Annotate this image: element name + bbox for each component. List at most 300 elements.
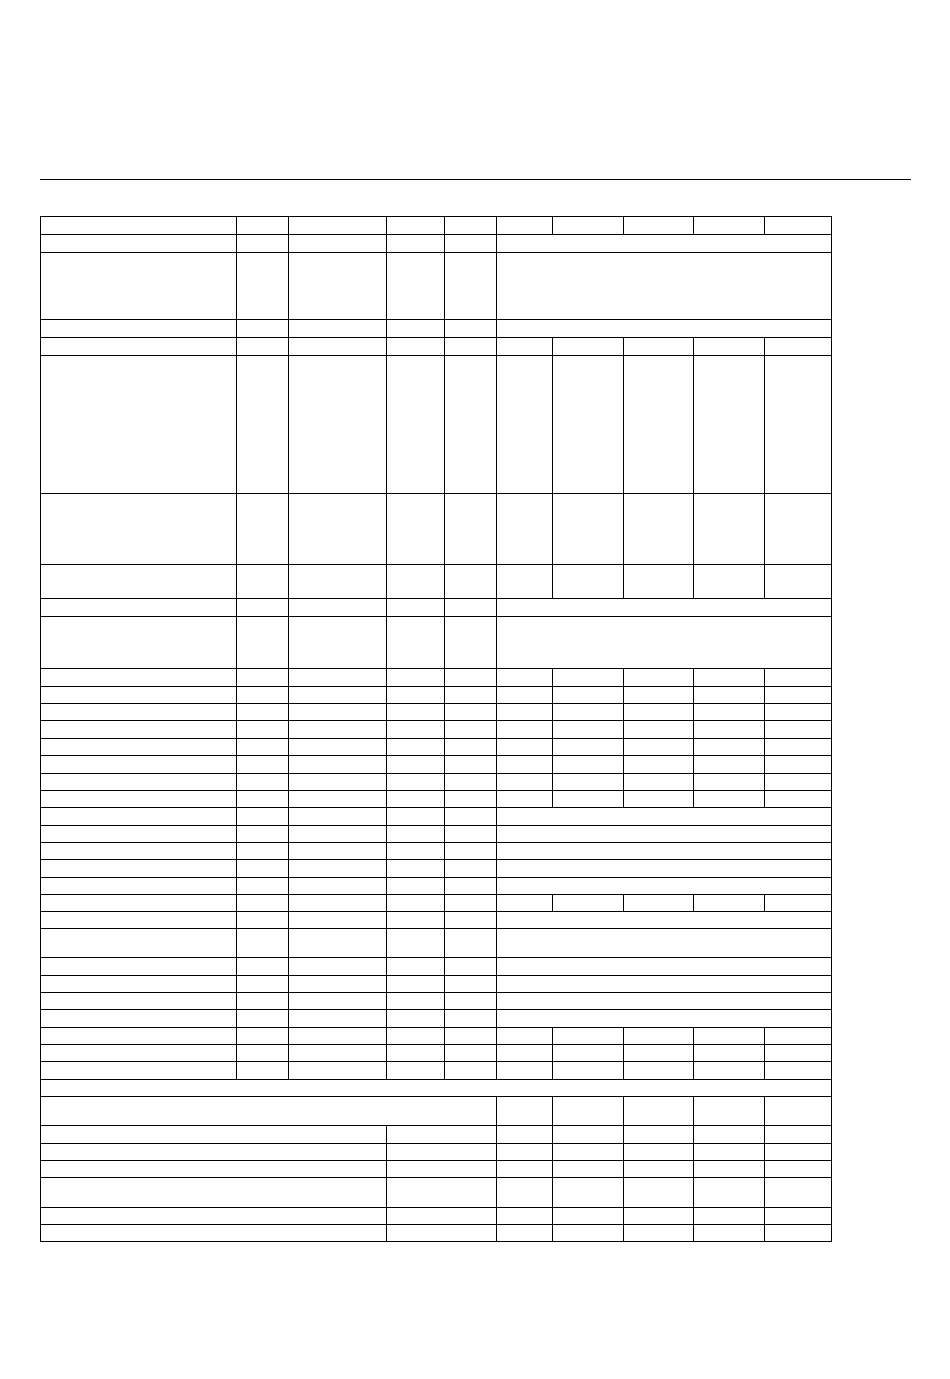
table-row	[41, 774, 832, 791]
table-cell	[624, 1045, 694, 1062]
table-cell	[624, 494, 694, 565]
table-cell	[41, 599, 237, 617]
table-cell	[624, 895, 694, 912]
table-cell	[694, 791, 765, 808]
table-cell	[237, 1028, 289, 1045]
table-cell	[289, 494, 387, 565]
table-cell	[387, 1028, 445, 1045]
table-cell	[497, 1144, 553, 1161]
table-cell	[497, 721, 553, 739]
table-cell	[41, 217, 237, 235]
table-row	[41, 669, 832, 687]
table-cell	[237, 704, 289, 721]
table-cell	[497, 1062, 553, 1080]
table-cell	[553, 687, 624, 704]
table-cell	[765, 1225, 832, 1242]
table-row	[41, 1208, 832, 1225]
table-cell	[765, 338, 832, 356]
table-cell	[41, 756, 237, 774]
table-cell	[553, 756, 624, 774]
table-cell	[497, 1225, 553, 1242]
table-cell	[765, 1097, 832, 1126]
table-cell	[41, 320, 237, 338]
table-cell	[497, 356, 553, 494]
table-cell	[289, 687, 387, 704]
table-cell	[237, 217, 289, 235]
table-row	[41, 338, 832, 356]
table-cell	[694, 669, 765, 687]
table-cell	[289, 739, 387, 756]
table-cell	[553, 1208, 624, 1225]
table-cell	[765, 739, 832, 756]
table-cell	[497, 993, 832, 1010]
table-cell	[624, 774, 694, 791]
table-cell	[289, 721, 387, 739]
table-cell	[497, 791, 553, 808]
table-cell	[237, 1062, 289, 1080]
table-cell	[445, 843, 497, 860]
table-cell	[445, 253, 497, 320]
table-cell	[445, 617, 497, 669]
table-row	[41, 958, 832, 976]
table-cell	[289, 958, 387, 976]
table-cell	[765, 1161, 832, 1178]
table-cell	[553, 1062, 624, 1080]
table-cell	[289, 843, 387, 860]
table-cell	[497, 895, 553, 912]
table-cell	[694, 1178, 765, 1208]
table-cell	[445, 976, 497, 993]
table-cell	[289, 808, 387, 826]
table-cell	[765, 774, 832, 791]
table-cell	[624, 721, 694, 739]
table-cell	[765, 1045, 832, 1062]
table-cell	[387, 1144, 497, 1161]
table-cell	[694, 687, 765, 704]
table-cell	[694, 1225, 765, 1242]
table-cell	[237, 1010, 289, 1028]
table-cell	[41, 958, 237, 976]
table-row	[41, 617, 832, 669]
table-cell	[237, 687, 289, 704]
table-cell	[497, 1097, 553, 1126]
table-cell	[497, 860, 832, 878]
table-cell	[497, 1208, 553, 1225]
table-cell	[765, 1208, 832, 1225]
table-cell	[497, 235, 832, 253]
table-row	[41, 704, 832, 721]
table-cell	[497, 1045, 553, 1062]
table-cell	[237, 895, 289, 912]
table-cell	[289, 235, 387, 253]
table-cell	[694, 1062, 765, 1080]
table-cell	[694, 774, 765, 791]
table-cell	[41, 1028, 237, 1045]
table-row	[41, 895, 832, 912]
table-cell	[553, 1161, 624, 1178]
table-cell	[445, 860, 497, 878]
table-cell	[237, 774, 289, 791]
table-row	[41, 253, 832, 320]
table-cell	[553, 1178, 624, 1208]
table-cell	[765, 565, 832, 599]
table-cell	[387, 253, 445, 320]
table-cell	[497, 494, 553, 565]
table-cell	[41, 1126, 387, 1144]
table-cell	[445, 826, 497, 843]
table-cell	[387, 895, 445, 912]
table-cell	[553, 721, 624, 739]
table-cell	[289, 338, 387, 356]
table-cell	[445, 320, 497, 338]
table-cell	[445, 791, 497, 808]
table-cell	[553, 356, 624, 494]
table-cell	[41, 687, 237, 704]
table-cell	[497, 774, 553, 791]
table-cell	[237, 1045, 289, 1062]
table-cell	[624, 704, 694, 721]
table-cell	[289, 1062, 387, 1080]
table-cell	[497, 912, 832, 929]
table-cell	[237, 235, 289, 253]
table-cell	[237, 860, 289, 878]
table-cell	[387, 860, 445, 878]
table-cell	[289, 565, 387, 599]
table-cell	[445, 704, 497, 721]
table-cell	[624, 565, 694, 599]
table-cell	[497, 669, 553, 687]
table-row	[41, 1126, 832, 1144]
table-row	[41, 976, 832, 993]
table-row	[41, 721, 832, 739]
table-cell	[387, 774, 445, 791]
table-cell	[237, 617, 289, 669]
table-cell	[497, 878, 832, 895]
table-cell	[497, 826, 832, 843]
table-cell	[765, 494, 832, 565]
table-cell	[387, 338, 445, 356]
table-cell	[624, 338, 694, 356]
table-row	[41, 356, 832, 494]
table-cell	[445, 687, 497, 704]
table-cell	[445, 235, 497, 253]
table-cell	[387, 993, 445, 1010]
table-row	[41, 320, 832, 338]
table-cell	[237, 878, 289, 895]
table-cell	[41, 826, 237, 843]
table-cell	[445, 878, 497, 895]
table-cell	[41, 843, 237, 860]
table-row	[41, 860, 832, 878]
table-cell	[624, 1225, 694, 1242]
table-cell	[41, 565, 237, 599]
table-row	[41, 826, 832, 843]
table-cell	[237, 494, 289, 565]
table-cell	[387, 912, 445, 929]
table-cell	[445, 721, 497, 739]
table-cell	[445, 993, 497, 1010]
table-cell	[624, 1178, 694, 1208]
table-cell	[387, 617, 445, 669]
table-cell	[553, 1045, 624, 1062]
table-cell	[387, 878, 445, 895]
table-cell	[289, 774, 387, 791]
table-cell	[765, 895, 832, 912]
table-cell	[497, 756, 553, 774]
table-cell	[497, 843, 832, 860]
table-cell	[387, 843, 445, 860]
table-cell	[387, 704, 445, 721]
table-cell	[553, 1225, 624, 1242]
table-cell	[553, 217, 624, 235]
table-cell	[41, 721, 237, 739]
table-cell	[553, 704, 624, 721]
table-row	[41, 1178, 832, 1208]
table-cell	[694, 494, 765, 565]
table-row	[41, 1080, 832, 1097]
table-cell	[694, 756, 765, 774]
table-cell	[694, 739, 765, 756]
table-cell	[387, 958, 445, 976]
table-cell	[387, 721, 445, 739]
table-cell	[553, 774, 624, 791]
table-cell	[553, 565, 624, 599]
data-table	[40, 216, 832, 1242]
table-cell	[41, 617, 237, 669]
table-cell	[41, 1080, 832, 1097]
table-cell	[41, 774, 237, 791]
table-cell	[445, 494, 497, 565]
table-cell	[41, 253, 237, 320]
table-cell	[289, 878, 387, 895]
table-cell	[765, 356, 832, 494]
table-cell	[41, 235, 237, 253]
table-cell	[387, 1062, 445, 1080]
table-cell	[289, 1010, 387, 1028]
table-cell	[41, 669, 237, 687]
table-cell	[41, 1208, 387, 1225]
table-cell	[497, 687, 553, 704]
table-row	[41, 808, 832, 826]
table-cell	[497, 1010, 832, 1028]
table-row	[41, 687, 832, 704]
table-cell	[237, 599, 289, 617]
table-cell	[624, 1097, 694, 1126]
table-cell	[387, 756, 445, 774]
table-cell	[765, 217, 832, 235]
table-cell	[237, 958, 289, 976]
table-cell	[553, 1097, 624, 1126]
table-cell	[497, 253, 832, 320]
table-cell	[497, 976, 832, 993]
table-cell	[41, 993, 237, 1010]
table-cell	[289, 253, 387, 320]
table-row	[41, 494, 832, 565]
table-cell	[445, 338, 497, 356]
table-cell	[237, 756, 289, 774]
table-cell	[289, 976, 387, 993]
table-row	[41, 1097, 832, 1126]
table-cell	[624, 1028, 694, 1045]
table-cell	[387, 1010, 445, 1028]
table-cell	[387, 599, 445, 617]
table-cell	[497, 739, 553, 756]
table-cell	[289, 704, 387, 721]
table-cell	[387, 1045, 445, 1062]
table-cell	[387, 356, 445, 494]
table-row	[41, 217, 832, 235]
table-row	[41, 235, 832, 253]
table-cell	[387, 826, 445, 843]
table-cell	[497, 808, 832, 826]
table-cell	[694, 565, 765, 599]
table-cell	[445, 565, 497, 599]
table-cell	[445, 756, 497, 774]
table-cell	[289, 1028, 387, 1045]
table-cell	[41, 929, 237, 958]
table-cell	[497, 929, 832, 958]
table-cell	[694, 895, 765, 912]
table-cell	[41, 808, 237, 826]
table-row	[41, 1010, 832, 1028]
table-cell	[497, 704, 553, 721]
table-cell	[553, 791, 624, 808]
table-cell	[445, 739, 497, 756]
table-cell	[445, 929, 497, 958]
table-cell	[445, 958, 497, 976]
table-cell	[289, 912, 387, 929]
table-cell	[237, 320, 289, 338]
table-cell	[497, 617, 832, 669]
table-cell	[41, 338, 237, 356]
table-row	[41, 1045, 832, 1062]
table-cell	[387, 739, 445, 756]
table-cell	[445, 1010, 497, 1028]
table-cell	[497, 217, 553, 235]
table-cell	[289, 320, 387, 338]
table-cell	[387, 1178, 497, 1208]
table-cell	[694, 338, 765, 356]
table-cell	[289, 929, 387, 958]
table-row	[41, 843, 832, 860]
table-cell	[445, 1062, 497, 1080]
table-cell	[237, 843, 289, 860]
table-cell	[289, 217, 387, 235]
table-row	[41, 756, 832, 774]
table-cell	[765, 704, 832, 721]
table-cell	[497, 338, 553, 356]
table-cell	[387, 565, 445, 599]
table-cell	[237, 669, 289, 687]
table-cell	[41, 1161, 387, 1178]
table-cell	[289, 756, 387, 774]
table-cell	[694, 1045, 765, 1062]
table-cell	[765, 669, 832, 687]
table-cell	[765, 1126, 832, 1144]
table-cell	[765, 1178, 832, 1208]
table-cell	[289, 860, 387, 878]
table-cell	[387, 669, 445, 687]
table-cell	[445, 895, 497, 912]
table-cell	[41, 704, 237, 721]
table-row	[41, 599, 832, 617]
table-cell	[765, 1062, 832, 1080]
table-cell	[497, 565, 553, 599]
table-cell	[624, 756, 694, 774]
table-cell	[765, 687, 832, 704]
table-cell	[41, 976, 237, 993]
table-cell	[445, 599, 497, 617]
table-cell	[497, 599, 832, 617]
table-cell	[624, 1161, 694, 1178]
table-row	[41, 791, 832, 808]
table-cell	[289, 993, 387, 1010]
table-cell	[387, 1208, 497, 1225]
table-row	[41, 1161, 832, 1178]
table-cell	[624, 1208, 694, 1225]
table-row	[41, 1144, 832, 1161]
table-cell	[387, 929, 445, 958]
table-cell	[694, 1097, 765, 1126]
table-cell	[445, 1028, 497, 1045]
table-cell	[694, 721, 765, 739]
table-cell	[624, 1126, 694, 1144]
table-cell	[41, 1225, 387, 1242]
table-cell	[765, 1144, 832, 1161]
table-cell	[41, 895, 237, 912]
table-cell	[553, 1126, 624, 1144]
table-cell	[553, 494, 624, 565]
table-cell	[445, 1045, 497, 1062]
table-cell	[237, 808, 289, 826]
table-cell	[289, 356, 387, 494]
table-cell	[694, 1126, 765, 1144]
table-cell	[694, 356, 765, 494]
table-row	[41, 565, 832, 599]
table-cell	[41, 1045, 237, 1062]
table-cell	[624, 1062, 694, 1080]
table-cell	[387, 320, 445, 338]
table-cell	[624, 739, 694, 756]
table-cell	[237, 929, 289, 958]
table-cell	[387, 1225, 497, 1242]
table-cell	[387, 494, 445, 565]
table-cell	[694, 1161, 765, 1178]
table-cell	[237, 356, 289, 494]
table-cell	[445, 669, 497, 687]
table-cell	[445, 912, 497, 929]
table-cell	[41, 1097, 497, 1126]
table-row	[41, 878, 832, 895]
table-cell	[553, 1028, 624, 1045]
table-cell	[497, 1161, 553, 1178]
header-rule	[40, 179, 911, 180]
table-row	[41, 1225, 832, 1242]
table-cell	[289, 826, 387, 843]
table-cell	[41, 494, 237, 565]
table-cell	[694, 1144, 765, 1161]
table-cell	[387, 976, 445, 993]
table-cell	[624, 1144, 694, 1161]
table-cell	[445, 808, 497, 826]
table-cell	[41, 356, 237, 494]
table-cell	[624, 356, 694, 494]
table-cell	[41, 878, 237, 895]
table-cell	[445, 356, 497, 494]
table-cell	[497, 1028, 553, 1045]
table-cell	[237, 253, 289, 320]
table-cell	[445, 217, 497, 235]
